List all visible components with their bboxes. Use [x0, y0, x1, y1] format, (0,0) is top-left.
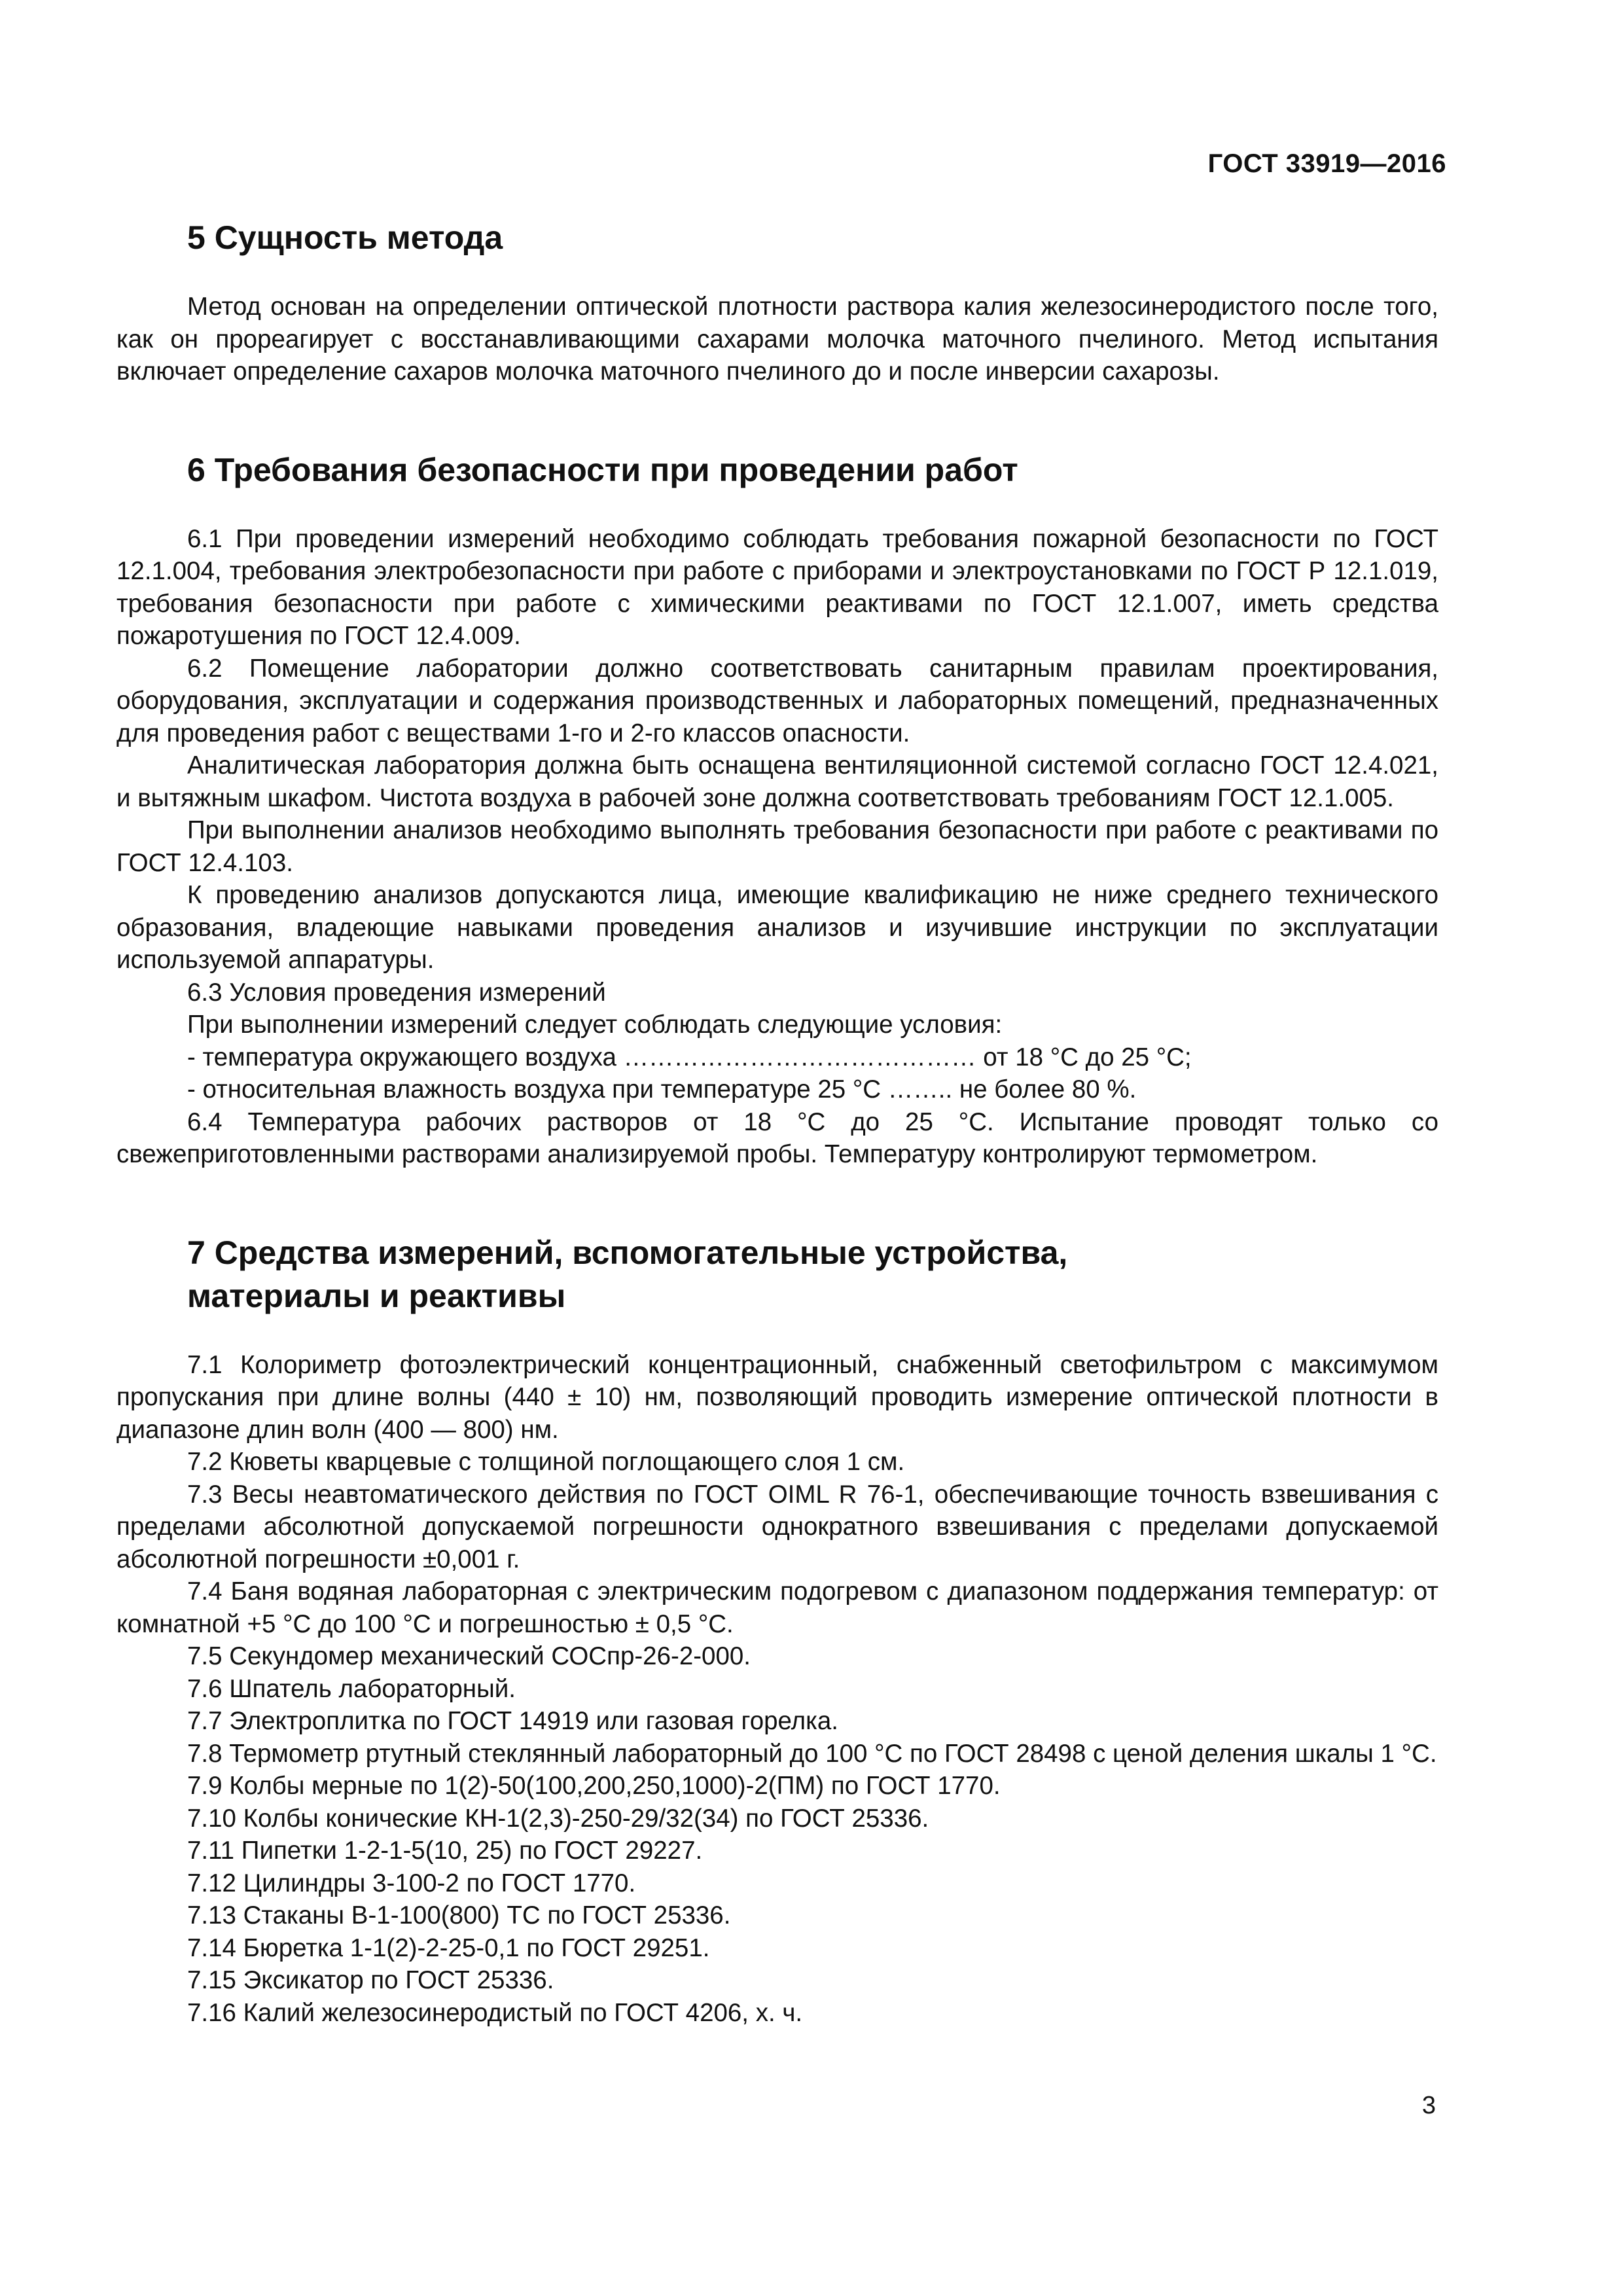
list-item: - температура окружающего воздуха …………………………………… от 18 °С до 25 °С;	[187, 1043, 1192, 1071]
paragraph: Аналитическая лаборатория должна быть оснащена вентиляционной системой согласно ГОСТ 12.4.021, и вытяжным шкафом. Чистота воздуха в рабочей зоне должна соответствовать требованиям ГОСТ 12.1.005.	[116, 751, 1438, 812]
section-heading: 6 Требования безопасности при проведении работ	[187, 451, 1018, 488]
paragraph: 7.9 Колбы мерные по 1(2)-50(100,200,250,1000)-2(ПМ) по ГОСТ 1770.	[187, 1772, 1001, 1800]
paragraph: 7.2 Кюветы кварцевые с толщиной поглощающего слоя 1 см.	[187, 1448, 905, 1476]
paragraph: 7.16 Калий железосинеродистый по ГОСТ 4206, х. ч.	[187, 1998, 803, 2027]
paragraph: 7.11 Пипетки 1-2-1-5(10, 25) по ГОСТ 29227.	[187, 1837, 703, 1865]
section-heading	[187, 1231, 1438, 1318]
section-heading-line1: 7 Средства измерений, вспомогательные устройства,	[187, 1234, 1068, 1271]
paragraph: 7.1 Колориметр фотоэлектрический концентрационный, снабженный светофильтром с максимумом пропускания при длине волны (440 ± 10) нм, позволяющий проводить измерение оптической плотности в диапазоне длин волн (400 — 800) нм.	[116, 1350, 1438, 1444]
list-item: - относительная влажность воздуха при температуре 25 °С …….. не более 80 %.	[187, 1075, 1137, 1103]
paragraph: 7.5 Секундомер механический СОСпр-26-2-000.	[187, 1642, 751, 1670]
paragraph: При выполнении анализов необходимо выполнять требования безопасности при работе с реактивами по ГОСТ 12.4.103.	[116, 816, 1438, 877]
section-5	[116, 216, 1438, 388]
page-number: 3	[1421, 2092, 1436, 2119]
paragraph: 6.1 При проведении измерений необходимо соблюдать требования пожарной безопасности по ГОСТ 12.1.004, требования электробезопасности при работе с приборами и электроустановками по ГОСТ Р 12.1.019, требования безопасности при работе с химическими реактивами по ГОСТ 12.1.007, иметь средства пожаротушения по ГОСТ 12.4.009.	[116, 524, 1438, 650]
paragraph: 7.8 Термометр ртутный стеклянный лабораторный до 100 °С по ГОСТ 28498 с ценой деления шкалы 1 °С.	[187, 1739, 1437, 1768]
section-7	[116, 1231, 1438, 2030]
paragraph: 6.4 Температура рабочих растворов от 18 °С до 25 °С. Испытание проводят только со свежеприготовленными растворами анализируемой пробы. Температуру контролируют термометром.	[116, 1107, 1438, 1168]
paragraph: К проведению анализов допускаются лица, имеющие квалификацию не ниже среднего технического образования, владеющие навыками проведения анализов и изучившие инструкции по эксплуатации используемой аппаратуры.	[116, 881, 1438, 974]
paragraph: 7.4 Баня водяная лабораторная с электрическим подогревом с диапазоном поддержания температур: от комнатной +5 °С до 100 °С и погрешностью ± 0,5 °С.	[116, 1577, 1438, 1638]
paragraph: 7.7 Электроплитка по ГОСТ 14919 или газовая горелка.	[187, 1707, 838, 1735]
section-6	[116, 448, 1438, 1171]
paragraph: 7.3 Весы неавтоматического действия по ГОСТ OIML R 76-1, обеспечивающие точность взвешивания с пределами абсолютной допускаемой погрешности однократного взвешивания с пределами допускаемой абсолютной погрешности ±0,001 г.	[116, 1480, 1438, 1573]
paragraph: Метод основан на определении оптической плотности раствора калия железосинеродистого после того, как он прореагирует с восстанавливающими сахарами молочка маточного пчелиного. Метод испытания включает определение сахаров молочка маточного пчелиного до и после инверсии сахарозы.	[116, 293, 1438, 386]
paragraph: При выполнении измерений следует соблюдать следующие условия:	[187, 1011, 1003, 1039]
standard-designation: ГОСТ 33919—2016	[1207, 149, 1446, 178]
paragraph: 7.13 Стаканы В-1-100(800) ТС по ГОСТ 25336.	[187, 1901, 731, 1929]
paragraph: 7.6 Шпатель лабораторный.	[187, 1674, 516, 1703]
document-body	[116, 216, 1438, 2029]
paragraph: 7.10 Колбы конические КН-1(2,3)-250-29/32(34) по ГОСТ 25336.	[187, 1804, 929, 1833]
paragraph: 7.15 Эксикатор по ГОСТ 25336.	[187, 1966, 554, 1994]
paragraph: 6.2 Помещение лаборатории должно соответствовать санитарным правилам проектирования, оборудования, эксплуатации и содержания производственных и лабораторных помещений, предназначенных для проведения работ с веществами 1-го и 2-го классов опасности.	[116, 654, 1438, 747]
section-heading-line2: материалы и реактивы	[187, 1277, 566, 1314]
section-heading: 5 Сущность метода	[187, 219, 503, 256]
paragraph: 7.14 Бюретка 1-1(2)-2-25-0,1 по ГОСТ 29251.	[187, 1933, 710, 1962]
paragraph: 6.3 Условия проведения измерений	[187, 978, 606, 1007]
paragraph: 7.12 Цилиндры 3-100-2 по ГОСТ 1770.	[187, 1869, 636, 1897]
